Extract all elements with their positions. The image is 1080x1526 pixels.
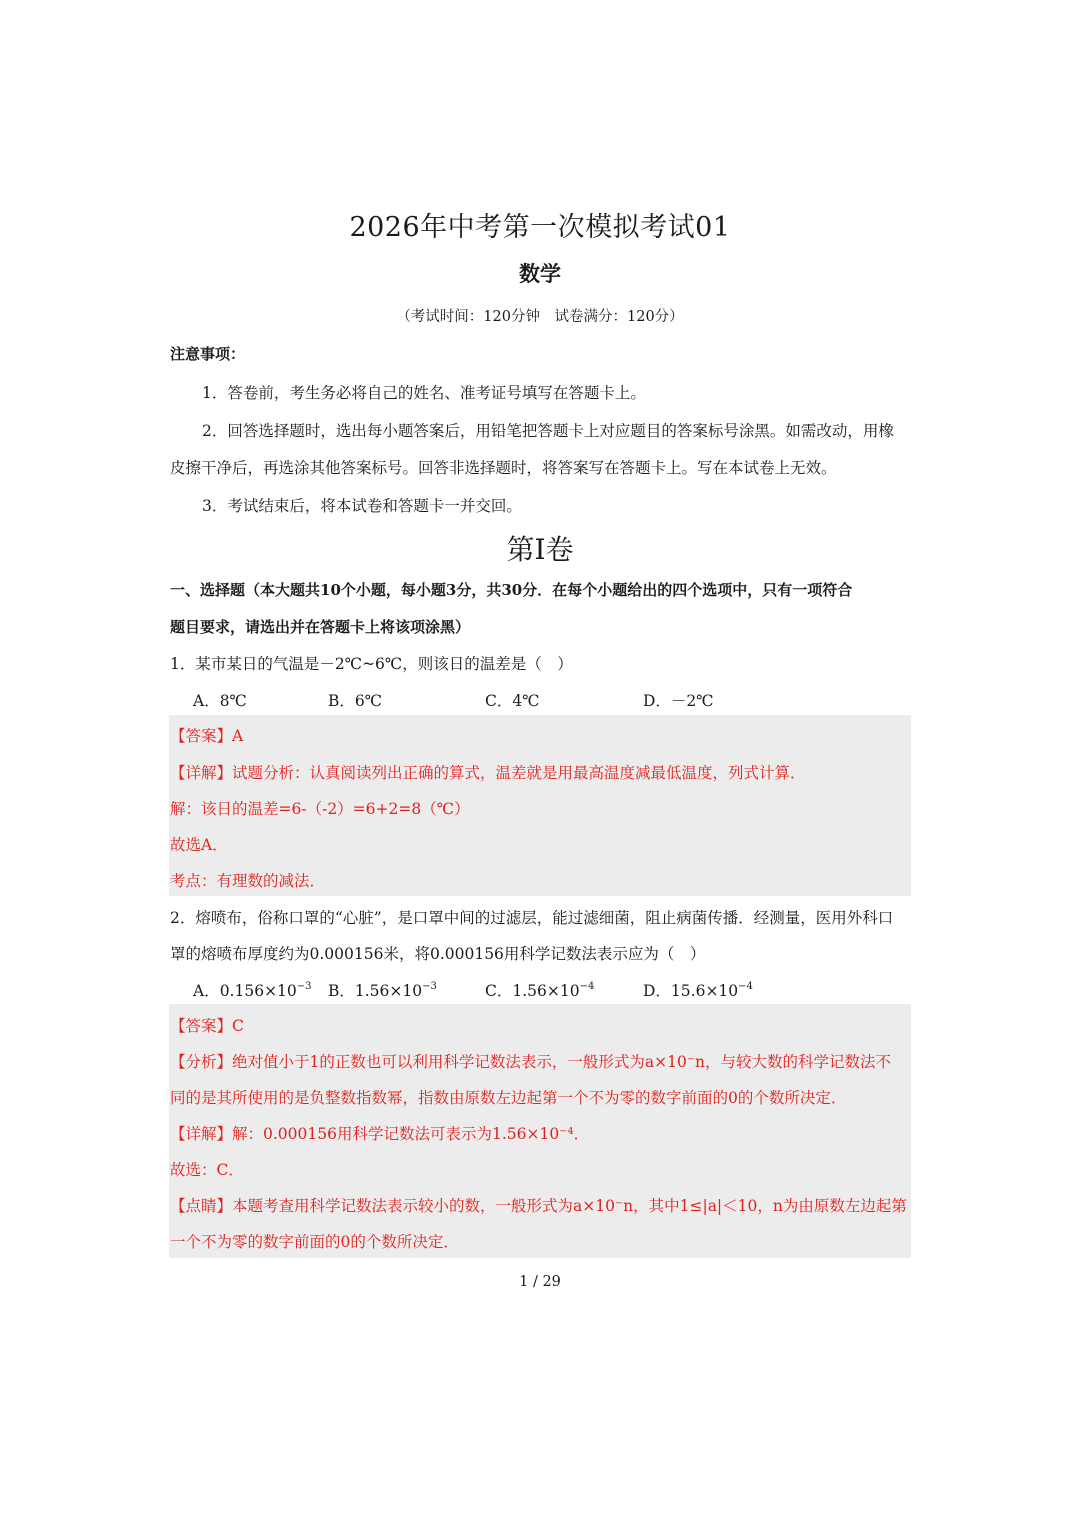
q1-option-a: A．8℃ (193, 692, 247, 710)
section-intro-line-2: 题目要求，请选出并在答题卡上将该项涂黑） (170, 618, 471, 636)
q1-option-d: D．－2℃ (643, 692, 714, 710)
q1-solution: 解：该日的温差=6-（-2）=6+2=8（℃） (170, 800, 470, 818)
q2-tip-line-2: 一个不为零的数字前面的0的个数所决定． (170, 1233, 459, 1251)
q2-option-a: A．$0.156\times 10^{-3}$ (193, 981, 312, 1000)
q2-stem-line-2: 罩的熔喷布厚度约为0.000156米，将0.000156用科学记数法表示应为（ ） (170, 945, 706, 963)
q1-answer: 【答案】A (170, 727, 244, 745)
q2-stem-line-1: 2．熔喷布，俗称口罩的“心脏”，是口罩中间的过滤层，能过滤细菌，阻止病菌传播．经测量，医用外科口 (170, 909, 894, 927)
note-item-1: 1．答卷前，考生务必将自己的姓名、准考证号填写在答题卡上。 (202, 384, 646, 402)
q1-point: 考点：有理数的减法． (170, 872, 326, 890)
q2-answer: 【答案】C (170, 1017, 244, 1035)
page-number: 1 / 29 (519, 1274, 561, 1290)
note-item-3: 3．考试结束后，将本试卷和答题卡一并交回。 (202, 497, 522, 515)
note-item-2-line-1: 2．回答选择题时，选出每小题答案后，用铅笔把答题卡上对应题目的答案标号涂黑。如需改动，用橡 (202, 422, 894, 440)
notes-heading: 注意事项： (170, 345, 246, 363)
q2-analysis-line-2: 同的是其所使用的是负整数指数幂，指数由原数左边起第一个不为零的数字前面的0的个数所决定． (170, 1089, 847, 1107)
section-intro-line-1: 一、选择题（本大题共10个小题，每小题3分，共30分．在每个小题给出的四个选项中，只有一项符合 (170, 581, 853, 599)
q2-option-b: B．$1.56\times 10^{-3}$ (328, 981, 437, 1000)
volume-heading: 第Ⅰ卷 (506, 533, 574, 566)
q2-option-c: C．$1.56\times 10^{-4}$ (485, 981, 595, 1000)
q1-choose: 故选A． (170, 836, 228, 854)
q1-option-c: C．4℃ (485, 692, 540, 710)
subject-title: 数学 (519, 261, 561, 286)
q2-tip-line-1: 【点睛】本题考查用科学记数法表示较小的数，一般形式为a×10⁻n，其中1≤|a|＜10，n为由原数左边起第 (170, 1197, 907, 1215)
q2-option-d: D．$15.6\times 10^{-4}$ (643, 981, 753, 1000)
q1-option-b: B．6℃ (328, 692, 383, 710)
q2-choose: 故选：C． (170, 1161, 244, 1179)
note-item-2-line-2: 皮擦干净后，再选涂其他答案标号。回答非选择题时，将答案写在答题卡上。写在本试卷上无效。 (170, 459, 837, 477)
page-title: 2026年中考第一次模拟考试01 (349, 212, 731, 243)
exam-info: （考试时间：120分钟 试卷满分：120分） (396, 309, 684, 325)
q2-detail: 【详解】解：0.000156用科学记数法可表示为1.56×10⁻⁴． (170, 1125, 590, 1143)
q1-stem: 1．某市某日的气温是－2℃~6℃，则该日的温差是（ ） (170, 655, 573, 673)
q1-detail: 【详解】试题分析：认真阅读列出正确的算式，温差就是用最高温度减最低温度，列式计算． (170, 764, 806, 782)
q2-analysis-line-1: 【分析】绝对值小于1的正数也可以利用科学记数法表示，一般形式为a×10⁻n，与较大数的科学记数法不 (170, 1053, 891, 1071)
